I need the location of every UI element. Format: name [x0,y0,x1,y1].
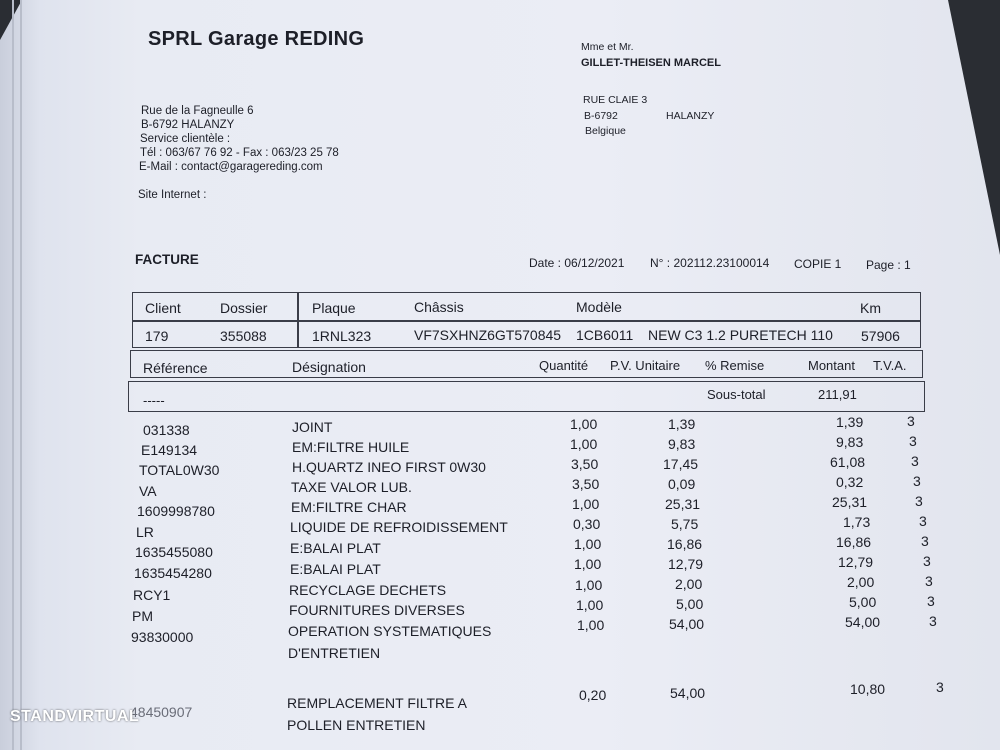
item-quantity: 1,00 [574,536,602,552]
subtotal-box [128,381,925,412]
item-designation: LIQUIDE DE REFROIDISSEMENT [290,519,508,535]
company-name: SPRL Garage REDING [148,28,365,50]
item-ref: TOTAL0W30 [139,462,220,478]
vehicle-dossier-value: 355088 [220,328,267,344]
item-amount: 9,83 [836,434,864,450]
item-vat: 3 [913,473,921,489]
item-unit-price: 5,75 [671,516,699,532]
item-vat: 3 [911,453,919,469]
item-amount: 16,86 [836,534,872,550]
invoice-page: Page : 1 [866,258,911,272]
item-ref: LR [136,524,154,540]
subtotal-label: Sous-total [707,387,766,402]
vehicle-client-value: 179 [145,328,169,344]
item-quantity: 1,00 [577,617,605,633]
item-amount: 12,79 [838,554,874,570]
item-vat: 3 [925,573,933,589]
item-amount: 61,08 [830,454,866,470]
item-designation: FOURNITURES DIVERSES [289,602,465,618]
customer-name: GILLET-THEISEN MARCEL [581,57,721,69]
item-designation-line2: POLLEN ENTRETIEN [287,717,426,733]
item-quantity: 3,50 [571,456,599,472]
vehicle-model-name: NEW C3 1.2 PURETECH 110 [648,327,833,343]
vehicle-header-client: Client [145,300,181,316]
standvirtual-watermark-logo: STANDVIRTUAL [10,708,140,725]
col-reference: Référence [143,360,208,376]
item-amount: 1,73 [843,514,871,530]
vehicle-chassis-value: VF7SXHNZ6GT570845 [414,327,562,343]
vehicle-box-divider [132,320,921,322]
company-address-line: B-6792 HALANZY [141,119,235,131]
item-amount: 5,00 [849,594,877,610]
item-amount: 10,80 [850,681,886,697]
item-amount: 2,00 [847,574,875,590]
col-pv-unitaire: P.V. Unitaire [610,358,681,373]
item-unit-price: 12,79 [668,556,704,572]
invoice-copy: COPIE 1 [794,257,842,271]
col-remise: % Remise [705,358,765,373]
item-unit-price: 9,83 [668,436,696,452]
item-vat: 3 [907,413,915,429]
item-vat: 3 [909,433,917,449]
subtotal-value: 211,91 [818,387,857,402]
item-vat: 3 [921,533,929,549]
item-designation-line2: D'ENTRETIEN [288,645,381,661]
item-quantity: 1,00 [576,597,604,613]
item-unit-price: 25,31 [665,496,701,512]
item-designation: H.QUARTZ INEO FIRST 0W30 [292,459,486,475]
item-amount: 0,32 [836,474,864,490]
item-designation: RECYCLAGE DECHETS [289,582,447,598]
vehicle-header-chassis: Châssis [414,299,464,315]
vehicle-header-modele: Modèle [576,299,622,315]
vehicle-header-km: Km [860,300,881,316]
item-quantity: 1,00 [570,416,598,432]
item-ref: VA [139,483,157,499]
item-ref: 1635455080 [135,544,213,560]
item-quantity: 1,00 [572,496,600,512]
invoice-title: FACTURE [135,252,199,267]
item-vat: 3 [915,493,923,509]
item-ref: 48450907 [130,704,193,720]
customer-postcode: B-6792 [584,110,618,122]
item-designation: TAXE VALOR LUB. [291,479,412,495]
item-quantity: 1,00 [574,556,602,572]
company-website-label: Site Internet : [138,189,207,201]
col-designation: Désignation [292,359,366,375]
item-designation: REMPLACEMENT FILTRE A [287,695,467,711]
item-amount: 54,00 [845,614,881,630]
item-vat: 3 [923,553,931,569]
item-ref: 93830000 [131,629,194,645]
item-unit-price: 0,09 [668,476,696,492]
item-designation: EM:FILTRE HUILE [292,439,410,455]
vehicle-box-column-divider [297,292,299,348]
item-designation: E:BALAI PLAT [290,540,381,556]
customer-street: RUE CLAIE 3 [583,94,648,106]
company-phone-fax: Tél : 063/67 76 92 - Fax : 063/23 25 78 [140,147,339,159]
item-unit-price: 2,00 [675,576,703,592]
company-service-label: Service clientèle : [140,133,231,145]
item-vat: 3 [919,513,927,529]
subtotal-ref: ----- [143,393,165,408]
sheet-edge [12,0,14,750]
item-ref: 1635454280 [134,565,212,581]
item-quantity: 0,30 [573,516,601,532]
item-ref: PM [132,608,153,624]
item-vat: 3 [929,613,937,629]
col-tva: T.V.A. [873,358,907,373]
customer-country: Belgique [585,125,626,137]
item-unit-price: 16,86 [667,536,703,552]
item-vat: 3 [936,679,944,695]
item-unit-price: 5,00 [676,596,704,612]
company-address-line: Rue de la Fagneulle 6 [141,105,254,117]
vehicle-header-dossier: Dossier [220,300,268,316]
vehicle-plaque-value: 1RNL323 [312,328,372,344]
item-amount: 1,39 [836,414,864,430]
customer-salutation: Mme et Mr. [581,41,634,53]
item-unit-price: 1,39 [668,416,696,432]
item-unit-price: 17,45 [663,456,699,472]
item-designation: OPERATION SYSTEMATIQUES [288,623,492,639]
item-designation: EM:FILTRE CHAR [291,499,407,515]
item-quantity: 3,50 [572,476,600,492]
invoice-date: Date : 06/12/2021 [529,256,625,270]
item-vat: 3 [927,593,935,609]
item-ref: RCY1 [133,587,171,603]
vehicle-model-code: 1CB6011 [576,327,634,343]
vehicle-km-value: 57906 [861,328,900,344]
col-quantite: Quantité [539,358,589,373]
item-ref: E149134 [141,442,198,458]
vehicle-header-plaque: Plaque [312,300,356,316]
item-unit-price: 54,00 [669,616,705,632]
item-quantity: 0,20 [579,687,607,703]
item-quantity: 1,00 [570,436,598,452]
item-amount: 25,31 [832,494,868,510]
item-designation: E:BALAI PLAT [290,561,381,577]
col-montant: Montant [808,358,855,373]
item-ref: 1609998780 [137,503,215,519]
invoice-number: N° : 202112.23100014 [650,256,770,270]
company-email: E-Mail : contact@garagereding.com [139,161,323,173]
item-ref: 031338 [143,422,190,438]
item-quantity: 1,00 [575,577,603,593]
item-designation: JOINT [292,419,333,435]
sheet-edge [20,0,22,750]
customer-city: HALANZY [666,110,715,122]
items-header-box [130,350,923,378]
item-unit-price: 54,00 [670,685,706,701]
